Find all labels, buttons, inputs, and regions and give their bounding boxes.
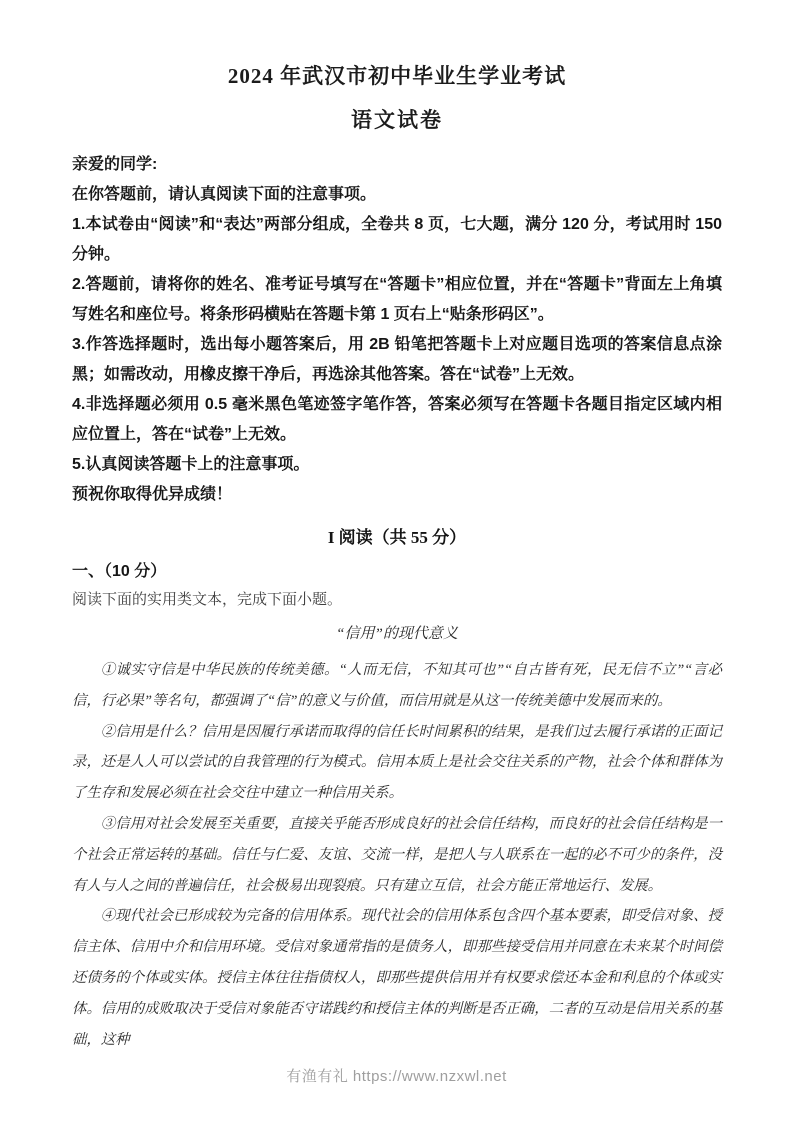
reading-passage [72,655,722,1055]
notice-item-2: 2.答题前，请将你的姓名、准考证号填写在“答题卡”相应位置，并在“答题卡”背面左上角填写姓名和座位号。将条形码横贴在答题卡第 1 页右上“贴条形码区”。 [72,276,722,323]
notice-intro: 在你答题前，请认真阅读下面的注意事项。 [72,186,377,203]
question-number: 一、（10 分） [72,563,167,580]
notice-item-4: 4.非选择题必须用 0.5 毫米黑色笔迹签字笔作答，答案必须写在答题卡各题目指定区域内相应位置上，答在“试卷”上无效。 [72,396,722,443]
salutation: 亲爱的同学: [72,156,158,173]
reading-instruction: 阅读下面的实用类文本，完成下面小题。 [72,592,343,608]
passage-paragraph-4: ④现代社会已形成较为完备的信用体系。现代社会的信用体系包含四个基本要素，即受信对象、授信主体、信用中介和信用环境。受信对象通常指的是债务人，即那些接受信用并同意在未来某个时间偿还债务的个体或实体。授信主体往往指债权人，即那些提供信用并有权要求偿还本金和利息的个体或实体。信用的成败取决于受信对象能否守诺践约和授信主体的判断是否正确，二者的互动是信用关系的基础，这种 [72,908,722,1048]
wish-line: 预祝你取得优异成绩！ [72,486,233,503]
passage-paragraph-3: ③信用对社会发展至关重要，直接关乎能否形成良好的社会信任结构，而良好的社会信任结构是一个社会正常运转的基础。信任与仁爱、友谊、交流一样，是把人与人联系在一起的必不可少的条件，没有人与人之间的普遍信任，社会极易出现裂痕。只有建立互信，社会方能正常地运行、发展。 [72,815,722,894]
page-title: 2024 年武汉市初中毕业生学业考试 [227,64,567,88]
notice-item-3: 3.作答选择题时，选出每小题答案后，用 2B 铅笔把答题卡上对应题目选项的答案信息点涂黑；如需改动，用橡皮擦干净后，再选涂其他答案。答在“试卷”上无效。 [72,336,722,383]
page-subtitle: 语文试卷 [351,108,443,132]
passage-paragraph-1: ①诚实守信是中华民族的传统美德。“人而无信，不知其可也”“自古皆有死，民无信不立”“言必信，行必果”等名句，都强调了“信”的意义与价值，而信用就是从这一传统美德中发展而来的。 [72,662,722,709]
exam-notice-block [72,150,722,510]
passage-paragraph-2: ②信用是什么？信用是因履行承诺而取得的信任长时间累积的结果，是我们过去履行承诺的正面记录，还是人人可以尝试的自我管理的行为模式。信用本质上是社会交往关系的产物，社会个体和群体为了生存和发展必须在社会交往中建立一种信用关系。 [72,723,722,802]
passage-title: “信用”的现代意义 [336,626,458,642]
notice-item-5: 5.认真阅读答题卡上的注意事项。 [72,456,310,473]
section-heading-reading: I 阅读（共 55 分） [327,528,467,547]
notice-item-1: 1.本试卷由“阅读”和“表达”两部分组成，全卷共 8 页，七大题，满分 120 分，考试用时 150 分钟。 [72,216,722,263]
footer-watermark: 有渔有礼 https://www.nzxwl.net [286,1068,507,1085]
